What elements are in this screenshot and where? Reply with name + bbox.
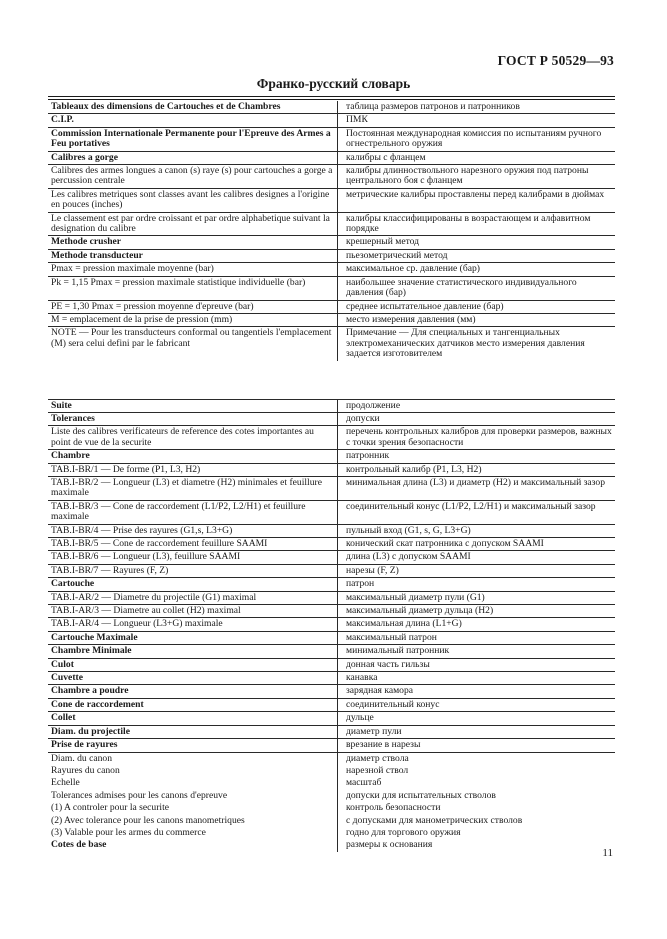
dictionary-row <box>48 413 615 426</box>
french-term: TAB.I-BR/5 — Cone de raccordement feuillure SAAMI <box>48 538 338 550</box>
russian-term: конический скат патронника с допуском SAAMI <box>346 538 544 549</box>
french-term: Culot <box>48 659 338 671</box>
dictionary-row <box>48 525 615 538</box>
french-term: PE = 1,30 Pmax = pression moyenne d'epreuve (bar) <box>48 301 338 313</box>
dictionary-row <box>48 189 615 213</box>
french-term: Le classement est par ordre croissant et par ordre alphabetique suivant la designation du calibre <box>48 213 338 236</box>
russian-term: минимальный патронник <box>346 645 450 657</box>
french-term: Prise de rayures <box>48 739 338 751</box>
russian-term: врезание в нарезы <box>346 739 421 751</box>
dictionary-row <box>48 765 615 777</box>
french-term: Tolerances admises pour les canons d'epreuve <box>48 790 338 802</box>
french-term: Cotes de base <box>48 839 338 851</box>
dictionary-row <box>48 739 615 752</box>
french-term: Methode transducteur <box>48 250 338 262</box>
dictionary-row <box>48 250 615 263</box>
dictionary-row <box>48 551 615 564</box>
title-rule-top <box>48 96 615 97</box>
standard-code: ГОСТ Р 50529—93 <box>497 53 614 68</box>
french-term: TAB.I-BR/3 — Cone de raccordement (L1/P2, L2/H1) et feuillure maximale <box>48 501 338 524</box>
dictionary-row <box>48 538 615 551</box>
russian-term: диаметр пули <box>346 725 402 737</box>
russian-term: Примечание — Для специальных и тангенциальных электромеханических датчиков место измерения давления задается изготовителем <box>346 327 585 360</box>
french-term: Methode crusher <box>48 236 338 248</box>
dictionary-row <box>48 753 615 765</box>
russian-term: длина (L3) с допуском SAAMI <box>346 551 471 563</box>
russian-term: среднее испытательное давление (бар) <box>346 300 504 312</box>
russian-term: допуски <box>346 412 380 424</box>
dictionary-row <box>48 672 615 685</box>
french-term: C.I.P. <box>48 114 338 126</box>
french-term: TAB.I-AR/3 — Diametre au collet (H2) maximal <box>48 605 338 617</box>
russian-term: максимальная длина (L1+G) <box>346 618 462 630</box>
russian-term: соединительный конус (L1/P2, L2/H1) и максимальный зазор <box>346 500 596 512</box>
french-term: TAB.I-AR/4 — Longueur (L3+G) maximale <box>48 618 338 630</box>
dictionary-row <box>48 501 615 525</box>
russian-term: максимальный патрон <box>346 631 437 643</box>
russian-term: максимальный диаметр дульца (H2) <box>346 605 494 617</box>
dictionary-row <box>48 777 615 789</box>
french-term: Commission Internationale Permanente pour l'Epreuve des Armes a Feu portatives <box>48 128 338 151</box>
russian-term: максимальное ср. давление (бар) <box>346 263 480 275</box>
russian-term: дульце <box>346 712 374 724</box>
russian-term: донная часть гильзы <box>346 658 430 670</box>
russian-term: калибры классифицированы в возрастающем и алфавитном порядке <box>346 212 591 235</box>
dictionary-row <box>48 839 615 851</box>
french-term: Collet <box>48 712 338 724</box>
russian-term: перечень контрольных калибров для проверки размеров, важных с точки зрения безопасности <box>346 426 612 448</box>
french-term: TAB.I-BR/7 — Rayures (F, Z) <box>48 565 338 577</box>
french-term: Cartouche <box>48 578 338 590</box>
dictionary-row <box>48 450 615 463</box>
dictionary-row <box>48 790 615 802</box>
dictionary-row <box>48 827 615 839</box>
dictionary-row <box>48 263 615 276</box>
french-term: Tableaux des dimensions de Cartouches et de Chambres <box>48 101 338 113</box>
dictionary-row <box>48 815 615 827</box>
russian-term: диаметр ствола <box>346 752 409 764</box>
french-term: NOTE — Pour les transducteurs conformal ou tangentiels l'emplacement (M) sera celui defini par le fabricant <box>48 327 338 360</box>
russian-term: с допусками для манометрических стволов <box>346 814 523 826</box>
dictionary-row <box>48 477 615 501</box>
french-term: Les calibres metriques sont classes avant les calibres designes a l'origine en pouces (inches) <box>48 189 338 212</box>
russian-term: калибры с фланцем <box>346 151 426 163</box>
dictionary-row <box>48 645 615 658</box>
russian-term: допуски для испытательных стволов <box>346 789 496 801</box>
dictionary-row <box>48 618 615 631</box>
dictionary-row <box>48 426 615 450</box>
french-term: TAB.I-AR/2 — Diametre du projectile (G1) maximal <box>48 592 338 604</box>
dictionary-row <box>48 565 615 578</box>
french-term: TAB.I-BR/2 — Longueur (L3) et diametre (H2) minimales et feuillure maximale <box>48 477 338 500</box>
russian-term: калибры длинноствольного нарезного оружия под патроны центрального боя с фланцем <box>346 165 589 187</box>
french-term: (3) Valable pour les armes du commerce <box>48 827 338 839</box>
russian-term: пьезометрический метод <box>346 249 448 261</box>
russian-term: патронник <box>346 450 390 462</box>
dictionary-table <box>48 101 615 852</box>
dictionary-row <box>48 114 615 127</box>
dictionary-row <box>48 128 615 152</box>
french-term: Echelle <box>48 777 338 789</box>
french-term: M = emplacement de la prise de pression (mm) <box>48 314 338 326</box>
russian-term: наибольшее значение статистического индивидуального давления (бар) <box>346 276 577 299</box>
dictionary-row <box>48 165 615 189</box>
french-term: Rayures du canon <box>48 765 338 777</box>
russian-term: масштаб <box>346 777 382 789</box>
russian-term: контрольный калибр (P1, L3, H2) <box>346 463 482 475</box>
russian-term: ПМК <box>346 114 368 126</box>
page-title: Франко-русский словарь <box>256 76 411 91</box>
dictionary-row <box>48 659 615 672</box>
dictionary-row <box>48 301 615 314</box>
russian-term: максимальный диаметр пули (G1) <box>346 591 485 603</box>
dictionary-row <box>48 699 615 712</box>
russian-term: крешерный метод <box>346 236 420 248</box>
page-number: 11 <box>602 847 613 859</box>
french-term: (1) A controler pour la securite <box>48 802 338 814</box>
french-term: Calibres a gorge <box>48 152 338 164</box>
dictionary-row <box>48 277 615 301</box>
russian-term: годно для торгового оружия <box>346 826 461 838</box>
dictionary-row <box>48 101 615 114</box>
russian-term: нарезы (F, Z) <box>346 564 399 576</box>
french-term: Tolerances <box>48 413 338 425</box>
dictionary-row <box>48 464 615 477</box>
dictionary-row <box>48 213 615 237</box>
russian-term: метрические калибры проставлены перед калибрами в дюймах <box>346 188 605 200</box>
dictionary-row <box>48 685 615 698</box>
dictionary-row <box>48 632 615 645</box>
russian-term: нарезной ствол <box>346 764 409 776</box>
french-term: TAB.I-BR/4 — Prise des rayures (G1,s, L3+G) <box>48 525 338 537</box>
french-term: Pk = 1,15 Pmax = pression maximale statistique individuelle (bar) <box>48 277 338 300</box>
russian-term: канавка <box>346 672 378 684</box>
russian-term: патрон <box>346 578 375 590</box>
french-term: Cuvette <box>48 672 338 684</box>
dictionary-row <box>48 578 615 591</box>
russian-term: соединительный конус <box>346 698 440 710</box>
dictionary-row <box>48 152 615 165</box>
french-term: Chambre a poudre <box>48 685 338 697</box>
russian-term: место измерения давления (мм) <box>346 313 476 325</box>
russian-term: контроль безопасности <box>346 802 441 814</box>
french-term: Suite <box>48 400 338 412</box>
french-term: Cone de raccordement <box>48 699 338 711</box>
french-term: Chambre <box>48 450 338 462</box>
russian-term: размеры к основания <box>346 839 433 851</box>
french-term: Chambre Minimale <box>48 645 338 657</box>
french-term: (2) Avec tolerance pour les canons manometriques <box>48 815 338 827</box>
dictionary-row <box>48 726 615 739</box>
dictionary-row <box>48 592 615 605</box>
dictionary-row <box>48 712 615 725</box>
french-term: Cartouche Maximale <box>48 632 338 644</box>
title-rule-bottom <box>48 99 615 100</box>
french-term: Diam. du canon <box>48 753 338 765</box>
french-term: Pmax = pression maximale moyenne (bar) <box>48 263 338 275</box>
dictionary-row <box>48 327 615 399</box>
dictionary-row <box>48 400 615 413</box>
russian-term: Постоянная международная комиссия по испытаниям ручного огнестрельного оружия <box>346 127 602 150</box>
french-term: Liste des calibres verificateurs de reference des cotes importantes au point de vue de la securite <box>48 426 338 449</box>
dictionary-row <box>48 605 615 618</box>
french-term: TAB.I-BR/6 — Longueur (L3), feuillure SAAMI <box>48 551 338 563</box>
russian-term: пульный вход (G1, s, G, L3+G) <box>346 524 471 536</box>
french-term: Diam. du projectile <box>48 726 338 738</box>
french-term: TAB.I-BR/1 — De forme (P1, L3, H2) <box>48 464 338 476</box>
dictionary-row <box>48 802 615 814</box>
dictionary-row <box>48 236 615 249</box>
russian-term: таблица размеров патронов и патронников <box>346 101 520 112</box>
russian-term: зарядная камора <box>346 685 414 697</box>
dictionary-row <box>48 314 615 327</box>
russian-term: минимальная длина (L3) и диаметр (H2) и максимальный зазор <box>346 476 605 488</box>
russian-term: продолжение <box>346 399 401 411</box>
french-term: Calibres des armes longues a canon (s) raye (s) pour cartouches a gorge a percussion centrale <box>48 165 338 188</box>
